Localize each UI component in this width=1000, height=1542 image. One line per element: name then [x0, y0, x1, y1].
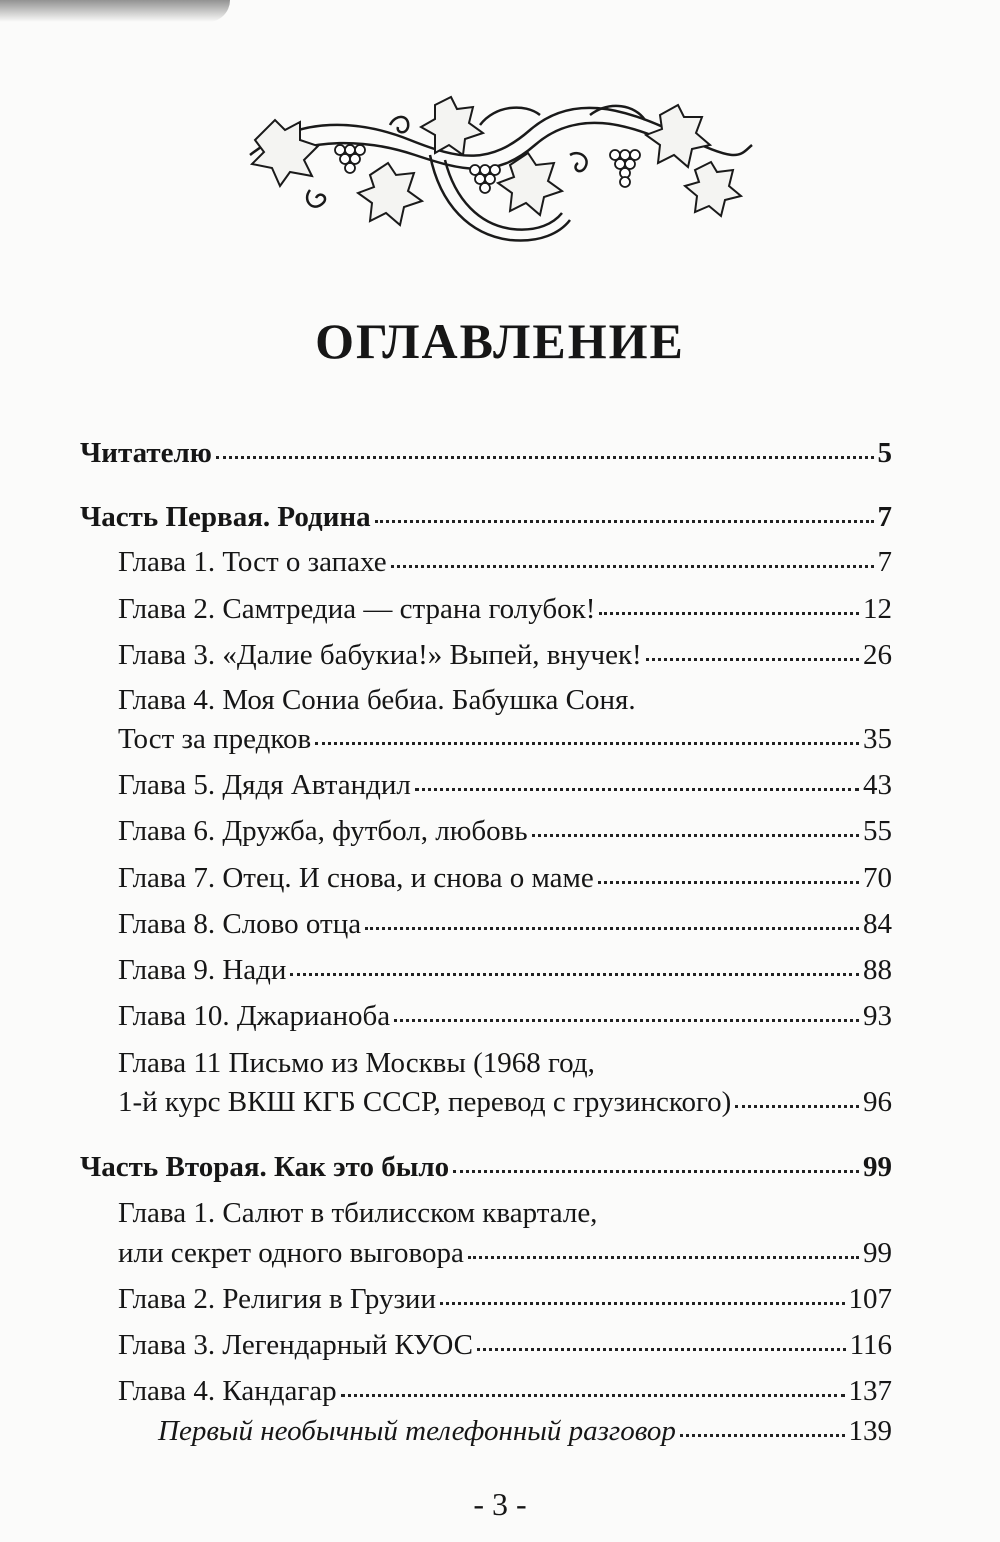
toc-entry-label: Глава 6. Дружба, футбол, любовь	[118, 815, 528, 847]
toc-entry	[118, 1282, 892, 1316]
toc-entry-page: 99	[863, 1237, 892, 1269]
dot-leader	[375, 516, 874, 523]
toc-entry-page: 88	[863, 954, 892, 986]
toc-entry-label-line1: Глава 11 Письмо из Москвы (1968 год,	[118, 1047, 595, 1079]
toc-entry-page: 35	[863, 723, 892, 755]
toc-entry-label: Глава 9. Нади	[118, 954, 287, 986]
toc-entry	[118, 953, 892, 987]
dot-leader	[598, 877, 859, 884]
toc-entry-page: 12	[863, 593, 892, 625]
dot-leader	[394, 1015, 859, 1022]
toc-part-label: Часть Первая. Родина	[80, 501, 371, 533]
toc-entry-page: 5	[877, 437, 892, 469]
toc-part-label: Часть Вторая. Как это было	[80, 1151, 450, 1183]
dot-leader	[646, 654, 859, 661]
toc-entry	[118, 1374, 892, 1408]
toc-entry-label: Глава 5. Дядя Автандил	[118, 769, 411, 801]
dot-leader	[290, 969, 859, 976]
toc-entry-page: 70	[863, 862, 892, 894]
toc-entry	[118, 907, 892, 941]
dot-leader	[453, 1166, 859, 1173]
toc-entry-label: Глава 2. Самтредиа — страна голубок!	[118, 593, 596, 625]
toc-entry	[118, 768, 892, 802]
scan-edge-shadow	[0, 0, 230, 22]
dot-leader	[440, 1298, 845, 1305]
toc-entry-page: 93	[863, 1000, 892, 1032]
toc-entry-page: 137	[848, 1375, 892, 1407]
toc-entry-label: Глава 10. Джарианоба	[118, 1000, 391, 1032]
toc-entry-page: 7	[877, 546, 892, 578]
toc-entry-label: или секрет одного выговора	[118, 1237, 464, 1269]
toc-entry	[118, 1328, 892, 1362]
page-number: - 3 -	[473, 1486, 527, 1522]
dot-leader	[365, 923, 859, 930]
page-title: ОГЛАВЛЕНИЕ	[315, 313, 685, 369]
dot-leader	[415, 784, 859, 791]
toc-subentry	[158, 1414, 892, 1448]
toc-entry-page: 107	[848, 1283, 892, 1315]
toc-entry-label-line1: Глава 4. Моя Сониа бебиа. Бабушка Соня.	[118, 684, 636, 716]
toc-part-page: 7	[877, 501, 892, 533]
toc-entry-label: Тост за предков	[118, 723, 312, 755]
toc-entry-label: Глава 7. Отец. И снова, и снова о маме	[118, 862, 594, 894]
dot-leader	[680, 1430, 845, 1437]
dot-leader	[468, 1252, 859, 1259]
toc-part-2	[80, 1150, 892, 1184]
toc-entry-label: Читателю	[80, 437, 212, 469]
toc-entry	[118, 814, 892, 848]
dot-leader	[341, 1390, 845, 1397]
dot-leader	[216, 452, 874, 459]
toc-entry-page: 26	[863, 639, 892, 671]
toc-entry-page: 55	[863, 815, 892, 847]
toc-entry-label: Глава 1. Тост о запахе	[118, 546, 387, 578]
toc-part-1	[80, 500, 892, 534]
toc-entry-label: Глава 2. Религия в Грузии	[118, 1283, 436, 1315]
toc-entry	[118, 1085, 892, 1119]
dot-leader	[391, 561, 874, 568]
dot-leader	[599, 608, 859, 615]
dot-leader	[532, 830, 859, 837]
toc-entry-label-line1: Глава 1. Салют в тбилисском квартале,	[118, 1197, 598, 1229]
toc-entry-label: Глава 3. Легендарный КУОС	[118, 1329, 473, 1361]
toc-entry-label: Глава 8. Слово отца	[118, 908, 362, 940]
toc-entry	[118, 545, 892, 579]
toc-entry-label: Глава 4. Кандагар	[118, 1375, 337, 1407]
toc-entry	[118, 722, 892, 756]
grapevine-ornament-icon	[240, 95, 760, 250]
toc-entry-label: 1-й курс ВКШ КГБ СССР, перевод с грузинского)	[118, 1086, 732, 1118]
toc-entry-page: 139	[848, 1415, 892, 1447]
toc-entry-page: 43	[863, 769, 892, 801]
toc-entry	[118, 861, 892, 895]
dot-leader	[477, 1344, 846, 1351]
toc-part-page: 99	[863, 1151, 892, 1183]
toc-entry-page: 116	[849, 1329, 892, 1361]
dot-leader	[735, 1101, 859, 1108]
toc-entry-label: Первый необычный телефонный разговор	[158, 1415, 676, 1447]
toc-entry-label: Глава 3. «Далие бабукиа!» Выпей, внучек!	[118, 639, 642, 671]
toc-entry	[118, 592, 892, 626]
toc-entry	[118, 999, 892, 1033]
toc-entry	[118, 638, 892, 672]
toc-entry	[118, 1236, 892, 1270]
dot-leader	[315, 738, 859, 745]
toc-entry-page: 84	[863, 908, 892, 940]
toc-entry-page: 96	[863, 1086, 892, 1118]
toc-entry-reader	[80, 436, 892, 470]
